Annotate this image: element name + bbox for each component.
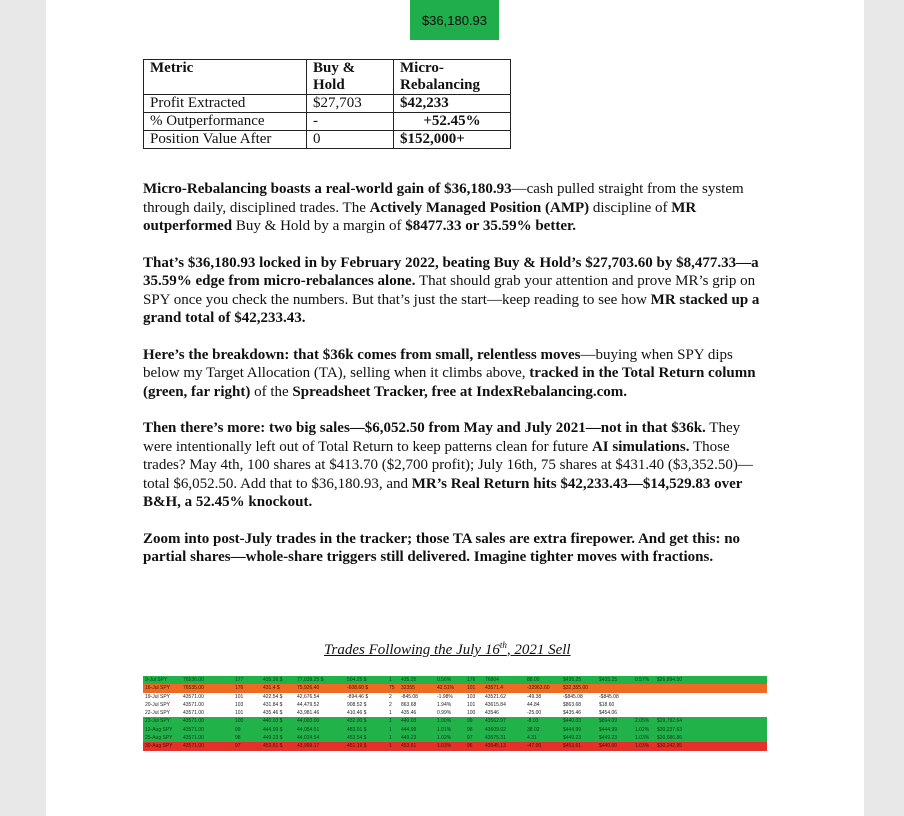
bold-text: That’s $36,180.93 locked in by February 2022, beating Buy & Hold’s $27,703.60 by $8,477.33—a 35.59% edge from micro-rebalances alone. xyxy=(143,254,759,289)
total-return-highlight: $36,180.93 xyxy=(410,0,499,40)
tracker-cell: 176 xyxy=(235,685,244,692)
tracker-cell: 422.54 $ xyxy=(263,693,283,700)
tracker-cell: $863.68 xyxy=(563,701,582,708)
tracker-cell: 20-Jul SPY xyxy=(145,701,171,708)
bold-text: Zoom into post-July trades in the tracker; those TA sales are extra firepower. And get this: no partial shares—whole-share triggers still delivered. Imagine tighter moves with fractions. xyxy=(143,530,741,565)
tracker-cell: $32,355.00 xyxy=(563,685,589,692)
tracker-cell: 44,479.52 xyxy=(297,701,320,708)
tracker-cell xyxy=(633,701,655,709)
buy-hold-header: Buy & Hold xyxy=(307,60,394,95)
tracker-cell: $30,686.86 xyxy=(657,735,683,742)
tracker-cell: 43615.84 xyxy=(485,701,506,708)
tracker-cell: 863.68 xyxy=(401,701,417,708)
micro-rebalancing-value: $42,233 xyxy=(394,95,511,113)
tracker-row xyxy=(143,726,767,734)
tracker-cell xyxy=(655,693,695,701)
paragraph-zoom xyxy=(143,530,769,567)
tracker-cell xyxy=(655,701,695,709)
tracker-cell: -608.60 $ xyxy=(347,685,369,692)
metrics-row xyxy=(144,113,511,131)
metric-label: Profit Extracted xyxy=(144,95,307,113)
tracker-cell: 77,039.25 $ xyxy=(297,677,324,683)
bold-text: tracked in the Total Return column (green, far right) xyxy=(143,365,756,400)
tracker-cell: 435.26 $ xyxy=(263,677,283,683)
tracker-cell: -32963.60 xyxy=(527,685,550,692)
paragraph-breakdown xyxy=(143,346,769,402)
tracker-cell: 453.54 $ xyxy=(347,735,367,742)
tracker-cell: $435.46 xyxy=(563,710,582,717)
tracker-cell: 43571.00 xyxy=(183,718,204,725)
tracker-cell: 43521.62 xyxy=(485,693,506,700)
tracker-cell: 0.99% xyxy=(437,710,452,717)
tracker-cell: 1.03% xyxy=(437,743,452,750)
text: They were intentionally left out of Total Return to keep patterns clean for future xyxy=(143,420,741,455)
tracker-cell: 96 xyxy=(467,743,473,750)
tracker-cell: 101 xyxy=(235,693,244,700)
tracker-cell: 1.02% xyxy=(635,726,650,733)
tracker-cell: 431.84 $ xyxy=(263,701,283,708)
tracker-cell: 43571.00 xyxy=(183,693,204,700)
tracker-cell: 2.05% xyxy=(635,718,650,725)
buy-hold-value: $27,703 xyxy=(307,95,394,113)
caption-superscript: th xyxy=(499,640,507,650)
tracker-cell: 101 xyxy=(467,701,476,708)
tracker-cell: 23-Jul SPY xyxy=(145,718,171,725)
tracker-cell: 1 xyxy=(389,718,392,725)
tracker-cell: 1 xyxy=(389,710,392,717)
tracker-cell: $449.23 xyxy=(563,735,582,742)
tracker-cell: 440.03 xyxy=(401,718,417,725)
tracker-cell: 1.01% xyxy=(437,726,452,733)
tracker-cell: $454.06 xyxy=(599,710,618,717)
tracker-cell: 410.46 $ xyxy=(347,710,367,717)
tracker-cell: 435.46 $ xyxy=(263,710,283,717)
tracker-cell: 1.00% xyxy=(437,718,452,725)
bold-text: Spreadsheet Tracker, free at IndexRebalancing.com. xyxy=(292,383,627,400)
tracker-cell: 176 xyxy=(467,677,476,683)
tracker-cell: 99 xyxy=(467,718,473,725)
tracker-cell: 42.51% xyxy=(437,685,454,692)
tracker-cell: $18.60 xyxy=(599,701,615,708)
tracker-cell: 100 xyxy=(467,710,476,717)
tracker-cell: 451.19 $ xyxy=(347,743,367,750)
paragraph-big-sales xyxy=(143,419,769,512)
tracker-cell: 177 xyxy=(235,677,244,683)
tracker-cell: 43575.31 xyxy=(485,735,506,742)
tracker-cell: 435.25 xyxy=(401,677,417,683)
tracker-cell: 1 xyxy=(389,726,392,733)
tracker-cell: 100 xyxy=(235,718,244,725)
tracker-cell: $26,894.50 xyxy=(657,677,683,683)
tracker-cell xyxy=(633,709,655,717)
tracker-cell: 1 xyxy=(389,735,392,742)
metric-header: Metric xyxy=(144,60,307,95)
metric-label: % Outperformance xyxy=(144,113,307,131)
tracker-row xyxy=(143,742,767,750)
tracker-cell: -1.98% xyxy=(437,693,453,700)
text: That should grab your attention and prove MR’s grip on SPY once you check the numbers. But that’s just the start—keep reading to see how xyxy=(143,273,756,308)
tracker-cell: 43,999.17 xyxy=(297,743,320,750)
tracker-cell: 43609.02 xyxy=(485,726,506,733)
tracker-cell: 2 xyxy=(389,701,392,708)
tracker-cell: $29,792.64 xyxy=(657,718,683,725)
text: Those trades? May 4th, 100 shares at $413.70 ($2,700 profit); July 16th, 75 shares at $431.40 ($3,352.50)—total $6,052.50. Add that to $36,180.93, and xyxy=(143,438,753,492)
tracker-cell: 444.99 xyxy=(401,726,417,733)
metrics-row xyxy=(144,95,511,113)
tracker-row xyxy=(143,717,767,725)
tracker-cell xyxy=(633,684,655,692)
bold-text: MR stacked up a grand total of $42,233.43. xyxy=(143,291,760,326)
tracker-cell: $444.99 xyxy=(599,726,618,733)
tracker-cell: -8.03 xyxy=(527,718,539,725)
metrics-table xyxy=(143,59,511,149)
tracker-cell: 1.02% xyxy=(437,735,452,742)
tracker-cell: 103 xyxy=(235,701,244,708)
text: of the xyxy=(250,383,293,400)
spreadsheet-tracker-image xyxy=(143,676,767,751)
micro-rebalancing-header: Micro-Rebalancing xyxy=(394,60,511,95)
tracker-cell: $30,242.95 xyxy=(657,743,683,750)
tracker-cell: 16-Jul SPY xyxy=(145,685,171,692)
tracker-cell: $435.25 xyxy=(599,677,618,683)
text: discipline of xyxy=(589,199,672,216)
document-page xyxy=(46,0,864,816)
tracker-cell: $453.61 xyxy=(563,743,582,750)
tracker-cell: 44,024.54 xyxy=(297,735,320,742)
text: Buy & Hold by a margin of xyxy=(232,218,406,234)
tracker-cell: 43,981.46 xyxy=(297,710,320,717)
metrics-header-row xyxy=(144,60,511,95)
tracker-cell: $440.00 xyxy=(599,743,618,750)
tracker-cell xyxy=(655,684,695,692)
tracker-cell: 38.02 xyxy=(527,726,540,733)
tracker-cell: -894.46 $ xyxy=(347,693,369,700)
tracker-cell: 43571.00 xyxy=(183,726,204,733)
tracker-cell: -845.08 xyxy=(401,693,418,700)
tracker-cell: 43571.00 xyxy=(183,735,204,742)
tracker-cell: 43571.00 xyxy=(183,710,204,717)
tracker-cell: 76535.00 xyxy=(183,685,204,692)
tracker-cell: 1.03% xyxy=(635,735,650,742)
text: —buying when SPY dips below my Target Allocation (TA), selling when it climbs above, xyxy=(143,346,733,381)
tracker-cell: 97 xyxy=(467,735,473,742)
tracker-cell: 44,054.01 xyxy=(297,726,320,733)
tracker-cell: 1 xyxy=(389,677,392,683)
tracker-row xyxy=(143,684,767,692)
metric-label: Position Value After xyxy=(144,131,307,149)
caption-text: , 2021 Sell xyxy=(506,642,571,658)
bold-text: MR outperformed xyxy=(143,199,697,234)
buy-hold-value: - xyxy=(307,113,394,131)
tracker-row xyxy=(143,676,767,684)
tracker-cell: 103 xyxy=(467,693,476,700)
tracker-cell: 98 xyxy=(235,735,241,742)
tracker-row xyxy=(143,709,767,717)
tracker-cell: 483.01 $ xyxy=(347,726,367,733)
tracker-cell: 908.52 $ xyxy=(347,701,367,708)
tracker-cell: 30-Aug SPY xyxy=(145,743,173,750)
tracker-cell: 22-Jul SPY xyxy=(145,710,171,717)
bold-text: Actively Managed Position (AMP) xyxy=(369,199,590,216)
tracker-cell: 431.4 $ xyxy=(263,685,280,692)
tracker-cell: 98 xyxy=(467,726,473,733)
tracker-cell: 43546 xyxy=(485,710,499,717)
tracker-cell: 435.46 xyxy=(401,710,417,717)
tracker-cell: 449.23 xyxy=(401,735,417,742)
tracker-row xyxy=(143,734,767,742)
tracker-cell: $435.25 xyxy=(563,677,582,683)
bold-text: Micro-Rebalancing boasts a real-world gain of $36,180.93 xyxy=(143,181,512,197)
tracker-cell: $30,237.63 xyxy=(657,726,683,733)
tracker-cell: $444.99 xyxy=(563,726,582,733)
tracker-cell: 444.99 $ xyxy=(263,726,283,733)
bold-text: $8477.33 or 35.59% better. xyxy=(405,218,577,234)
tracker-cell: 19-Jul SPY xyxy=(145,693,171,700)
tracker-cell: 453.61 $ xyxy=(263,743,283,750)
tracker-row xyxy=(143,701,767,709)
tracker-cell: -$845.08 xyxy=(599,693,619,700)
tracker-cell: 43562.97 xyxy=(485,718,506,725)
paragraph-gain xyxy=(143,180,769,236)
tracker-cell: 25-Aug SPY xyxy=(145,735,173,742)
tracker-cell: 1.03% xyxy=(635,743,650,750)
tracker-cell: 43571.4 xyxy=(485,685,504,692)
tracker-cell xyxy=(597,684,633,692)
tracker-cell: 453.61 xyxy=(401,743,417,750)
bold-text: Here’s the breakdown: that $36k comes from small, relentless moves xyxy=(143,346,581,363)
tracker-cell: 75 xyxy=(389,685,395,692)
text: —cash pulled straight from the system through daily, disciplined trades. The xyxy=(143,181,744,216)
micro-rebalancing-value: $152,000+ xyxy=(394,131,511,149)
tracker-cell: 76804 xyxy=(485,677,499,683)
tracker-cell: $449.23 xyxy=(599,735,618,742)
tracker-cell: 449.23 $ xyxy=(263,735,283,742)
tracker-cell: 44,003.00 xyxy=(297,718,320,725)
body-text xyxy=(143,180,769,585)
tracker-cell: 97 xyxy=(235,743,241,750)
bold-text: AI simulations. xyxy=(591,438,690,455)
tracker-cell: -47.00 xyxy=(527,743,542,750)
bold-text: Then there’s more: two big sales—$6,052.50 from May and July 2021—not in that $36k. xyxy=(143,420,706,436)
tracker-cell: 432.00 $ xyxy=(347,718,367,725)
tracker-cell: 32355 xyxy=(401,685,415,692)
micro-rebalancing-value: +52.45% xyxy=(394,113,511,131)
tracker-cell: -49.38 xyxy=(527,693,542,700)
tracker-caption xyxy=(324,640,571,659)
tracker-cell: 88.00 xyxy=(527,677,540,683)
tracker-cell: $894.09 xyxy=(599,718,618,725)
tracker-cell: 99 xyxy=(235,726,241,733)
buy-hold-value: 0 xyxy=(307,131,394,149)
tracker-cell: 0.56% xyxy=(437,677,452,683)
tracker-cell: 4.31 xyxy=(527,735,537,742)
tracker-cell: 43571.00 xyxy=(183,701,204,708)
tracker-cell: 76536.00 xyxy=(183,677,204,683)
tracker-cell: 101 xyxy=(235,710,244,717)
bold-text: MR’s Real Return hits $42,233.43—$14,529.83 over B&H, a 52.45% knockout. xyxy=(143,475,743,510)
paragraph-locked-in xyxy=(143,254,769,328)
tracker-cell: -25.00 xyxy=(527,710,542,717)
tracker-cell: 101 xyxy=(467,685,476,692)
tracker-cell: 43571.00 xyxy=(183,743,204,750)
tracker-cell: 75,926.40 xyxy=(297,685,320,692)
tracker-row xyxy=(143,693,767,701)
tracker-cell: 42,676.54 xyxy=(297,693,320,700)
tracker-cell: 1.94% xyxy=(437,701,452,708)
tracker-cell: 9-Jul SPY xyxy=(145,677,168,683)
tracker-cell: $440.03 xyxy=(563,718,582,725)
metrics-row xyxy=(144,131,511,149)
tracker-cell xyxy=(655,709,695,717)
tracker-cell xyxy=(633,693,655,701)
tracker-cell: 504.25 $ xyxy=(347,677,367,683)
tracker-cell: 2 xyxy=(389,693,392,700)
tracker-cell: 44.84 xyxy=(527,701,540,708)
tracker-cell: 0.57% xyxy=(635,677,650,683)
tracker-cell: -$845.08 xyxy=(563,693,583,700)
caption-text: Trades Following the July 16 xyxy=(324,642,500,658)
tracker-cell: 1 xyxy=(389,743,392,750)
tracker-cell: 43545.13 xyxy=(485,743,506,750)
tracker-cell: 12-Aug SPY xyxy=(145,726,173,733)
tracker-cell: 440.03 $ xyxy=(263,718,283,725)
